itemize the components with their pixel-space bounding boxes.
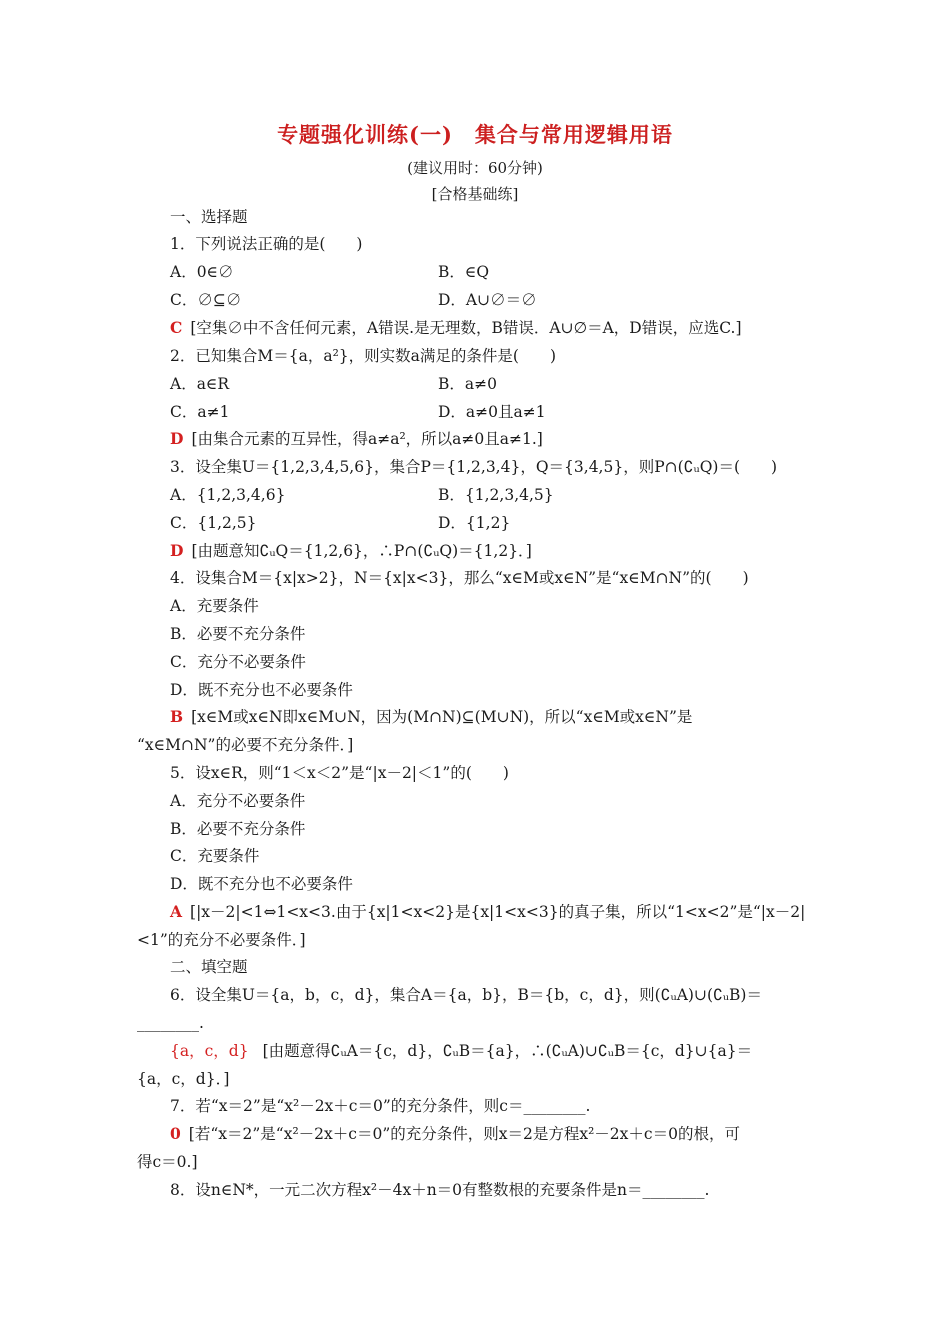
q3-option-d: D．{1,2} [438, 514, 511, 532]
q1-explain: [空集∅中不含任何元素，A错误.是无理数，B错误．A∪∅＝A，D错误，应选C.] [190, 319, 742, 337]
q2-option-d: D．a≠0且a≠1 [438, 403, 546, 421]
q3-option-a: A．{1,2,3,4,6} [170, 486, 286, 504]
q2-answer: D [170, 429, 184, 448]
q7-answer: 0 [170, 1124, 181, 1143]
q4-stem: 4．设集合M＝{x|x>2}，N＝{x|x<3}，那么“x∈M或x∈N”是“x∈M∩N”的( ) [170, 569, 749, 587]
q1-option-c: C．∅⊆∅ [170, 291, 242, 309]
q4-answer: B [170, 707, 184, 726]
section-fill: 二、填空题 [170, 958, 248, 976]
q6-answer: {a，c，d} [170, 1042, 249, 1060]
q4-solution [170, 706, 692, 728]
q2-stem: 2．已知集合M＝{a，a²}，则实数a满足的条件是( ) [170, 347, 556, 365]
time-note: (建议用时：60分钟) [407, 159, 543, 177]
q1-answer: C [170, 318, 183, 337]
q5-explain-line1: [|x－2|<1⇔1<x<3.由于{x|1<x<2}是{x|1<x<3}的真子集，所以“1<x<2”是“|x－2| [190, 903, 806, 921]
q6-explain-line1: [由题意得∁ᵤA＝{c，d}，∁ᵤB＝{a}，∴(∁ᵤA)∪∁ᵤB＝{c，d}∪{a}＝ [262, 1042, 753, 1060]
q1-option-d: D．A∪∅＝∅ [438, 291, 537, 309]
q2-option-a: A．a∈R [170, 375, 230, 393]
q3-solution [170, 540, 532, 562]
q7-solution [170, 1123, 740, 1145]
q3-explain: [由题意知∁ᵤQ＝{1,2,6}，∴P∩(∁ᵤQ)＝{1,2}．] [191, 542, 532, 560]
q5-option-c: C．充要条件 [170, 847, 260, 865]
q5-stem: 5．设x∈R，则“1＜x＜2”是“|x－2|＜1”的( ) [170, 764, 509, 782]
q7-stem: 7．若“x＝2”是“x²－2x＋c＝0”的充分条件，则c＝________. [170, 1097, 591, 1115]
q2-option-b: B．a≠0 [438, 375, 497, 393]
section-choice: 一、选择题 [170, 208, 248, 226]
q4-explain-line2: “x∈M∩N”的必要不充分条件．] [137, 736, 354, 754]
q1-option-b: B．∈Q [438, 263, 490, 281]
q4-option-a: A．充要条件 [170, 597, 259, 615]
q6-stem: 6．设全集U＝{a，b，c，d}，集合A＝{a，b}，B＝{b，c，d}，则(∁ᵤA)∪(∁ᵤB)＝ [170, 986, 762, 1004]
q3-option-c: C．{1,2,5} [170, 514, 257, 532]
q2-option-c: C．a≠1 [170, 403, 230, 421]
q1-stem: 1．下列说法正确的是( ) [170, 235, 363, 253]
q8-stem: 8．设n∈N*，一元二次方程x²－4x＋n＝0有整数根的充要条件是n＝________. [170, 1181, 710, 1199]
q6-blank: ________. [137, 1014, 204, 1032]
q1-solution [170, 317, 742, 339]
q5-explain-line2: <1”的充分不必要条件．] [137, 931, 306, 949]
q5-option-d: D．既不充分也不必要条件 [170, 875, 353, 893]
q2-explain: [由集合元素的互异性，得a≠a²，所以a≠0且a≠1.] [191, 430, 543, 448]
q3-option-b: B．{1,2,3,4,5} [438, 486, 554, 504]
q5-answer: A [170, 902, 183, 921]
q6-explain-line2: {a，c，d}．] [137, 1070, 230, 1088]
q4-option-b: B．必要不充分条件 [170, 625, 306, 643]
q5-option-a: A．充分不必要条件 [170, 792, 306, 810]
q4-explain-line1: [x∈M或x∈N即x∈M∪N，因为(M∩N)⊆(M∪N)，所以“x∈M或x∈N”是 [191, 708, 693, 726]
q5-solution [170, 901, 805, 923]
q2-solution [170, 428, 543, 450]
page-title: 专题强化训练(一) 集合与常用逻辑用语 [277, 122, 673, 147]
q3-answer: D [170, 541, 184, 560]
q5-option-b: B．必要不充分条件 [170, 820, 306, 838]
q3-stem: 3．设全集U＝{1,2,3,4,5,6}，集合P＝{1,2,3,4}，Q＝{3,4,5}，则P∩(∁ᵤQ)＝( ) [170, 458, 778, 476]
q4-option-c: C．充分不必要条件 [170, 653, 306, 671]
q6-solution [170, 1040, 752, 1062]
q1-option-a: A．0∈∅ [170, 263, 234, 281]
q7-explain-line2: 得c＝0.] [137, 1153, 198, 1171]
level-label: [合格基础练] [431, 185, 519, 203]
q7-explain-line1: [若“x＝2”是“x²－2x＋c＝0”的充分条件，则x＝2是方程x²－2x＋c＝0的根，可 [188, 1125, 740, 1143]
q4-option-d: D．既不充分也不必要条件 [170, 681, 353, 699]
